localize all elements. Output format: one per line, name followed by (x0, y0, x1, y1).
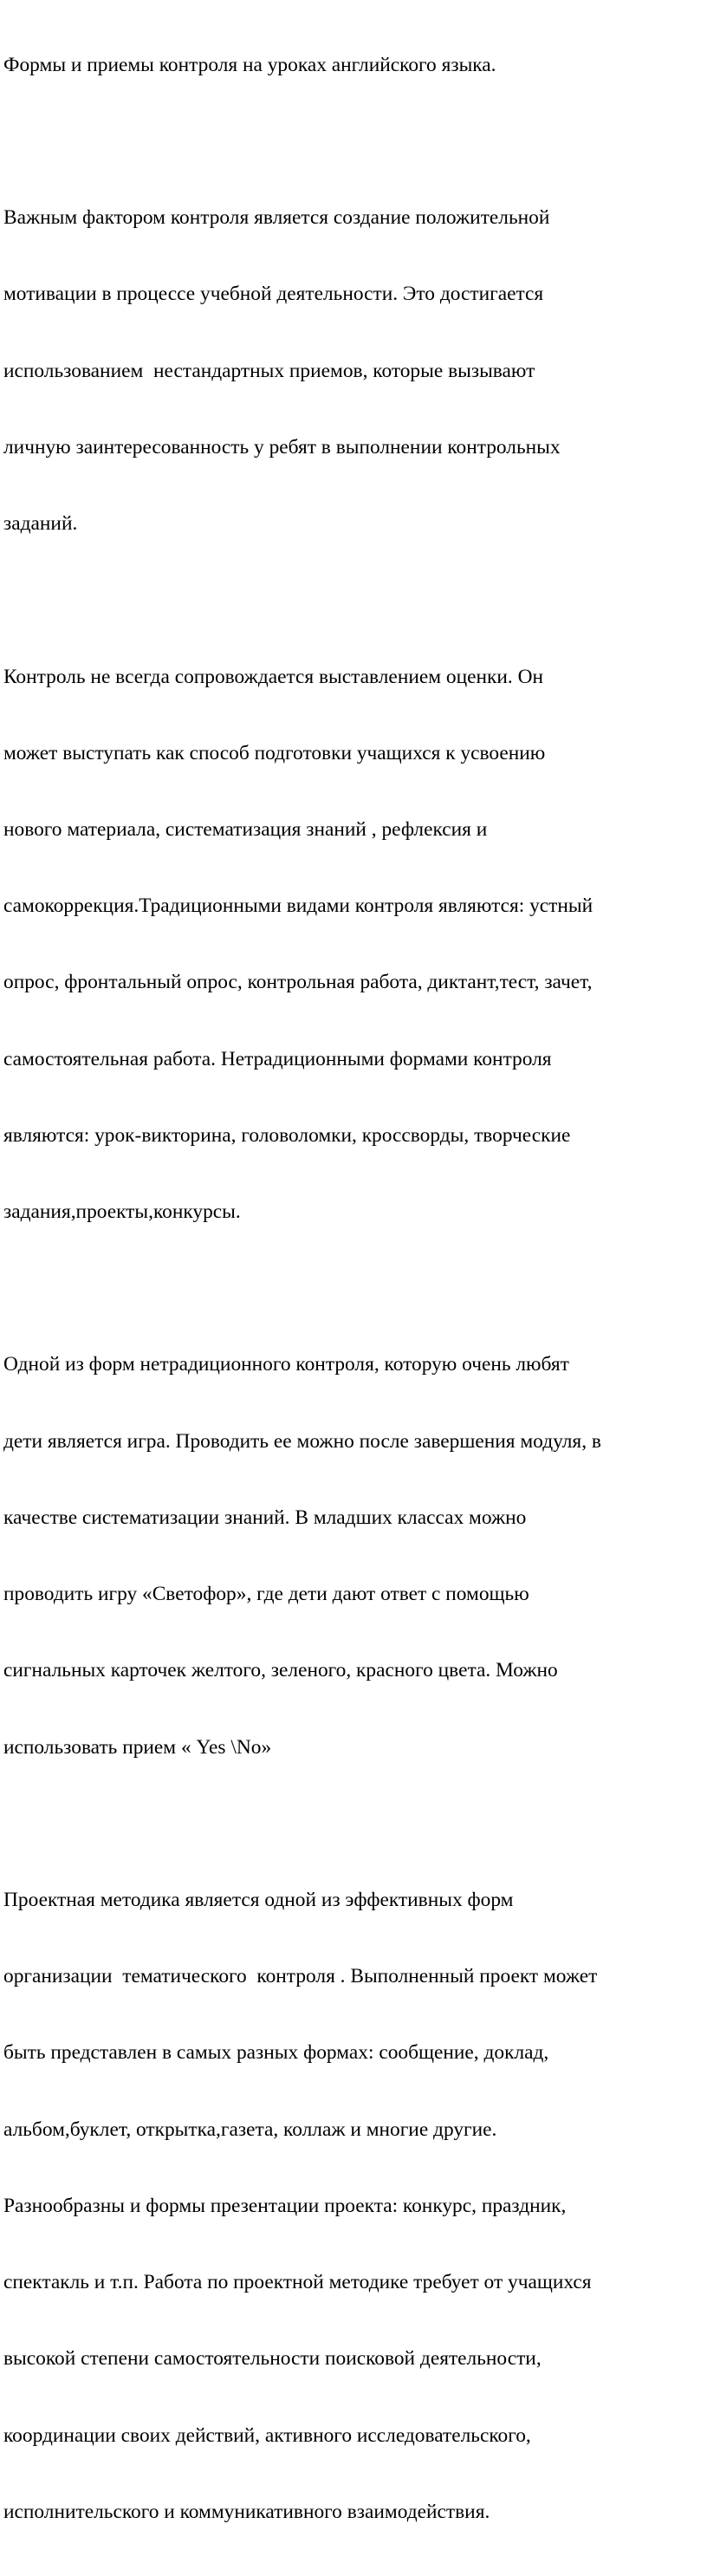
text-line: качестве систематизации знаний. В младших классах можно (3, 1506, 527, 1529)
text-line: опрос, фронтальный опрос, контрольная работа, диктант,тест, зачет, (3, 971, 593, 994)
text-line: Одной из форм нетрадиционного контроля, которую очень любят (3, 1353, 569, 1376)
text-line: использованием нестандартных приемов, которые вызывают (3, 359, 535, 382)
text-line: самостоятельная работа. Нетрадиционными формами контроля (3, 1047, 552, 1070)
title-line: Формы и приемы контроля на уроках английского языка. (3, 53, 496, 76)
text-line: сигнальных карточек желтого, зеленого, красного цвета. Можно (3, 1659, 558, 1682)
document-title (3, 2, 704, 129)
text-line: Важным фактором контроля является создание положительной (3, 206, 550, 230)
text-line: нового материала, систематизация знаний , рефлексия и (3, 817, 488, 841)
text-line: Проектная методика является одной из эффективных форм (3, 1889, 514, 1911)
text-line: организации тематического контроля . Выполненный проект может (3, 1965, 598, 1988)
text-line: высокой степени самостоятельности поисковой деятельности, (3, 2347, 542, 2371)
text-line: задания,проекты,конкурсы. (3, 1200, 241, 1224)
text-line: спектакль и т.п. Работа по проектной методике требует от учащихся (3, 2271, 592, 2294)
text-line: являются: урок-викторина, головоломки, кроссворды, творческие (3, 1123, 571, 1147)
paragraph-control-types (3, 614, 704, 1277)
paragraph-gap (3, 1812, 704, 1837)
text-line: мотивации в процессе учебной деятельности. Это достигается (3, 283, 544, 306)
text-line: координации своих действий, активного исследовательского, (3, 2423, 531, 2447)
document-page (3, 2, 704, 2576)
text-line: дети является игра. Проводить ее можно после завершения модуля, в (3, 1429, 601, 1453)
paragraph-gap (3, 1276, 704, 1301)
paragraph-gap (3, 129, 704, 154)
text-line: самокоррекция.Традиционными видами контроля являются: устный (3, 894, 593, 918)
paragraph-project-method (3, 1837, 704, 2576)
text-line: Разнообразны и формы презентации проекта: конкурс, праздник, (3, 2194, 567, 2217)
text-line: Контроль не всегда сопровождается выставлением оценки. Он (3, 665, 543, 688)
text-line: использовать прием « Yes \No» (3, 1735, 272, 1759)
text-line: исполнительского и коммуникативного взаимодействия. (3, 2500, 490, 2523)
paragraph-gap (3, 588, 704, 613)
text-line: альбом,буклет, открытка,газета, коллаж и многие другие. (3, 2117, 497, 2141)
text-line: может выступать как способ подготовки учащихся к усвоению (3, 741, 546, 764)
text-line: проводить игру «Светофор», где дети дают ответ с помощью (3, 1583, 529, 1606)
text-line: заданий. (3, 512, 78, 536)
paragraph-game-control (3, 1302, 704, 1812)
paragraph-motivation (3, 154, 704, 588)
text-line: быть представлен в самых разных формах: сообщение, доклад, (3, 2041, 549, 2065)
text-line: личную заинтересованность у ребят в выполнении контрольных (3, 435, 561, 459)
